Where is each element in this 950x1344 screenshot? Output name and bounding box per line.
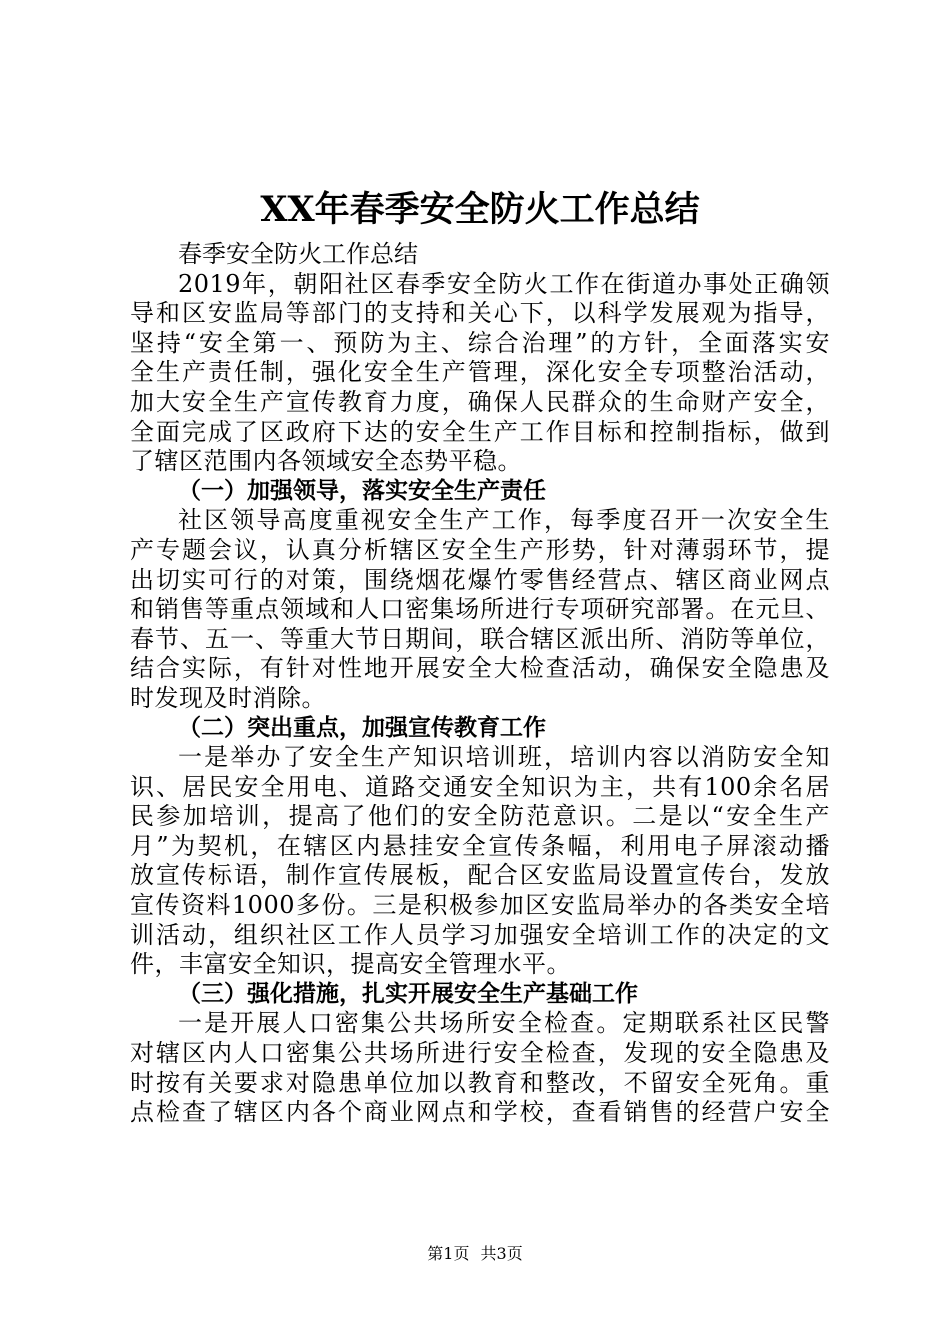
paragraph-line: 民参加培训，提高了他们的安全防范意识。二是以“安全生产 <box>130 802 830 831</box>
paragraph-line: 加大安全生产宣传教育力度，确保人民群众的生命财产安全， <box>130 387 830 416</box>
section-heading: （三）强化措施，扎实开展安全生产基础工作 <box>178 980 638 1007</box>
paragraph-line: 放宣传标语，制作宣传展板，配合区安监局设置宣传台，发放 <box>130 861 830 890</box>
paragraph-line: 点检查了辖区内各个商业网点和学校，查看销售的经营户安全 <box>130 1098 830 1127</box>
paragraph-line: 全生产责任制，强化安全生产管理，深化安全专项整治活动， <box>130 358 830 387</box>
paragraph-line: 导和区安监局等部门的支持和关心下，以科学发展观为指导， <box>130 299 830 328</box>
paragraph-line: 全面完成了区政府下达的安全生产工作目标和控制指标，做到 <box>130 417 830 446</box>
paragraph-line: 和销售等重点领域和人口密集场所进行专项研究部署。在元旦、 <box>130 595 830 624</box>
section-heading: （一）加强领导，落实安全生产责任 <box>178 477 546 504</box>
paragraph <box>130 1009 830 1127</box>
paragraph-line: 产专题会议，认真分析辖区安全生产形势，针对薄弱环节，提 <box>130 535 830 564</box>
page-footer <box>0 1244 950 1264</box>
paragraph <box>130 506 830 713</box>
page-number: 第1页 <box>427 1244 470 1263</box>
section-heading: （二）突出重点，加强宣传教育工作 <box>178 714 546 741</box>
paragraph-line: 时按有关要求对隐患单位加以教育和整改，不留安全死角。重 <box>130 1068 830 1097</box>
paragraph <box>130 743 830 980</box>
paragraph <box>130 270 830 477</box>
paragraph-line: 社区领导高度重视安全生产工作，每季度召开一次安全生 <box>178 506 830 535</box>
paragraph-line: 宣传资料1000多份。三是积极参加区安监局举办的各类安全培 <box>130 891 830 920</box>
paragraph-line: 月”为契机，在辖区内悬挂安全宣传条幅，利用电子屏滚动播 <box>130 831 830 860</box>
paragraph-line: 了辖区范围内各领域安全态势平稳。 <box>130 447 522 476</box>
paragraph-line: 坚持“安全第一、预防为主、综合治理”的方针，全面落实安 <box>130 328 830 357</box>
paragraph-line: 春节、五一、等重大节日期间，联合辖区派出所、消防等单位， <box>130 624 830 653</box>
paragraph-line: 结合实际，有针对性地开展安全大检查活动，确保安全隐患及 <box>130 654 830 683</box>
paragraph-line: 训活动，组织社区工作人员学习加强安全培训工作的决定的文 <box>130 920 830 949</box>
document-body <box>130 270 830 1128</box>
document-page <box>130 180 830 1128</box>
paragraph-line: 识、居民安全用电、道路交通安全知识为主，共有100余名居 <box>130 772 830 801</box>
document-subtitle: 春季安全防火工作总结 <box>178 240 418 268</box>
paragraph-line: 时发现及时消除。 <box>130 683 326 712</box>
paragraph-line: 一是开展人口密集公共场所安全检查。定期联系社区民警 <box>178 1009 830 1038</box>
document-title: XX年春季安全防火工作总结 <box>260 189 700 230</box>
paragraph-line: 件，丰富安全知识，提高安全管理水平。 <box>130 950 571 979</box>
paragraph-line: 一是举办了安全生产知识培训班，培训内容以消防安全知 <box>178 743 830 772</box>
page-total: 共3页 <box>480 1244 523 1263</box>
paragraph-line: 2019年，朝阳社区春季安全防火工作在街道办事处正确领 <box>178 269 830 298</box>
paragraph-line: 对辖区内人口密集公共场所进行安全检查，发现的安全隐患及 <box>130 1039 830 1068</box>
paragraph-line: 出切实可行的对策，围绕烟花爆竹零售经营点、辖区商业网点 <box>130 565 830 594</box>
